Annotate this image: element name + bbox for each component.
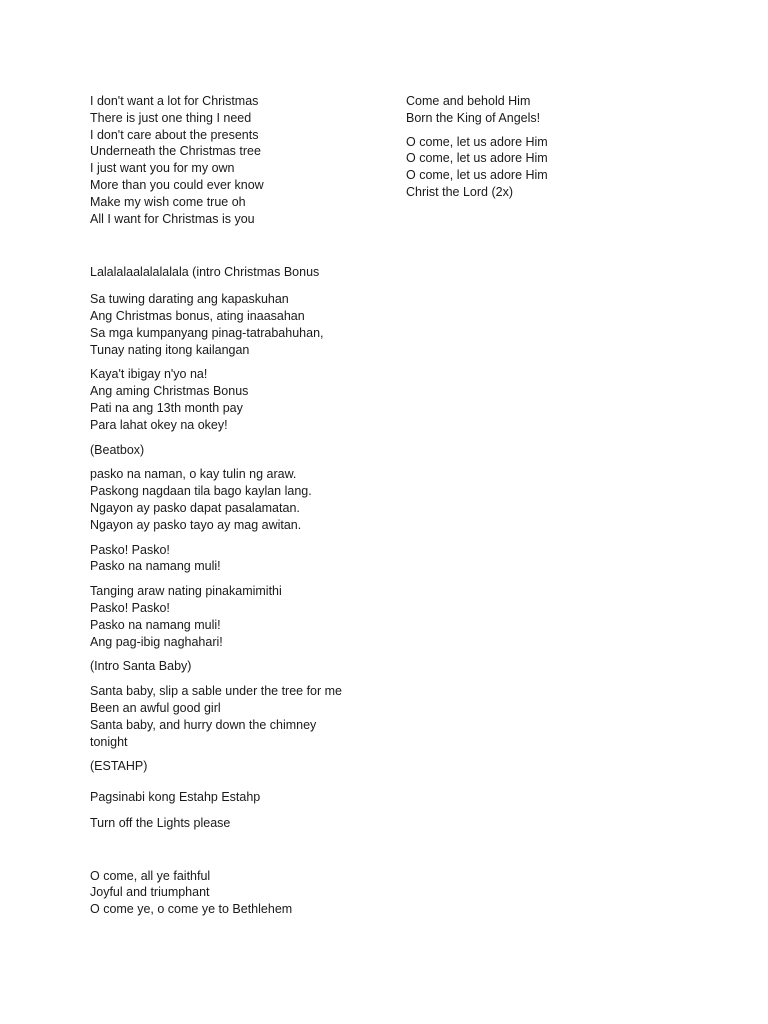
lyric-line: O come, let us adore Him bbox=[406, 151, 548, 166]
lyric-line: Sa tuwing darating ang kapaskuhan bbox=[90, 292, 289, 307]
lyric-line: Ngayon ay pasko dapat pasalamatan. bbox=[90, 500, 300, 515]
stanza bbox=[90, 466, 390, 533]
lyric-line: There is just one thing I need bbox=[90, 110, 252, 125]
lyric-line: Make my wish come true oh bbox=[90, 194, 246, 209]
lyric-line: Pasko na namang muli! bbox=[90, 617, 221, 632]
lyric-line: I just want you for my own bbox=[90, 161, 235, 176]
right-lyrics-column bbox=[406, 93, 706, 201]
stanza bbox=[90, 542, 390, 576]
lyric-line: I don't care about the presents bbox=[90, 127, 259, 142]
lyric-line: Born the King of Angels! bbox=[406, 110, 541, 125]
stanza bbox=[90, 291, 390, 358]
stanza bbox=[90, 366, 390, 433]
lyric-line: Pasko! Pasko! bbox=[90, 600, 170, 615]
lyric-line: Joyful and triumphant bbox=[90, 885, 210, 900]
left-lyrics-column bbox=[90, 93, 390, 918]
lyric-line: Turn off the Lights please bbox=[90, 815, 231, 830]
lyric-line: Underneath the Christmas tree bbox=[90, 144, 261, 159]
lyric-line: Pagsinabi kong Estahp Estahp bbox=[90, 790, 261, 805]
lyric-line: Pati na ang 13th month pay bbox=[90, 400, 243, 415]
stanza bbox=[90, 658, 390, 675]
stanza bbox=[90, 442, 390, 459]
lyric-line: Santa baby, and hurry down the chimney bbox=[90, 717, 317, 732]
lyric-line: More than you could ever know bbox=[90, 177, 264, 192]
lyric-line: Come and behold Him bbox=[406, 94, 531, 108]
lyric-line: (Intro Santa Baby) bbox=[90, 659, 192, 674]
lyric-line: Ang Christmas bonus, ating inaasahan bbox=[90, 308, 305, 323]
lyric-line: Kaya't ibigay n'yo na! bbox=[90, 367, 208, 382]
lyric-line: (ESTAHP) bbox=[90, 759, 148, 774]
lyric-line: Ang pag-ibig naghahari! bbox=[90, 634, 223, 649]
lyric-line: Ang aming Christmas Bonus bbox=[90, 384, 249, 399]
lyric-line: O come ye, o come ye to Bethlehem bbox=[90, 902, 293, 917]
lyric-line: Santa baby, slip a sable under the tree for me bbox=[90, 684, 343, 699]
lyric-line: Paskong nagdaan tila bago kaylan lang. bbox=[90, 484, 312, 499]
lyric-line: Been an awful good girl bbox=[90, 700, 221, 715]
lyric-line: Ngayon ay pasko tayo ay mag awitan. bbox=[90, 517, 302, 532]
lyric-line: All I want for Christmas is you bbox=[90, 211, 255, 226]
stanza bbox=[90, 815, 390, 832]
lyric-line: O come, all ye faithful bbox=[90, 868, 211, 883]
lyric-line: Lalalalaalalalalala (intro Christmas Bonus bbox=[90, 265, 320, 280]
lyric-line: Sa mga kumpanyang pinag-tatrabahuhan, bbox=[90, 325, 324, 340]
stanza bbox=[406, 134, 706, 201]
lyric-line: tonight bbox=[90, 734, 128, 749]
lyric-line: O come, let us adore Him bbox=[406, 134, 548, 149]
stanza bbox=[90, 683, 390, 750]
lyric-line: pasko na naman, o kay tulin ng araw. bbox=[90, 467, 297, 482]
lyric-line: Christ the Lord (2x) bbox=[406, 184, 513, 199]
stanza bbox=[90, 758, 390, 775]
stanza bbox=[90, 264, 390, 281]
stanza bbox=[90, 789, 390, 806]
lyric-line: Tunay nating itong kailangan bbox=[90, 342, 250, 357]
lyric-line: O come, let us adore Him bbox=[406, 168, 548, 183]
lyric-line: Pasko! Pasko! bbox=[90, 542, 170, 557]
stanza bbox=[406, 93, 706, 127]
stanza bbox=[90, 93, 390, 227]
stanza bbox=[90, 868, 390, 918]
lyric-line: I don't want a lot for Christmas bbox=[90, 94, 259, 108]
lyric-line: Pasko na namang muli! bbox=[90, 559, 221, 574]
lyric-line: Para lahat okey na okey! bbox=[90, 417, 228, 432]
lyric-line: (Beatbox) bbox=[90, 442, 145, 457]
stanza bbox=[90, 583, 390, 650]
lyric-line: Tanging araw nating pinakamimithi bbox=[90, 584, 282, 599]
